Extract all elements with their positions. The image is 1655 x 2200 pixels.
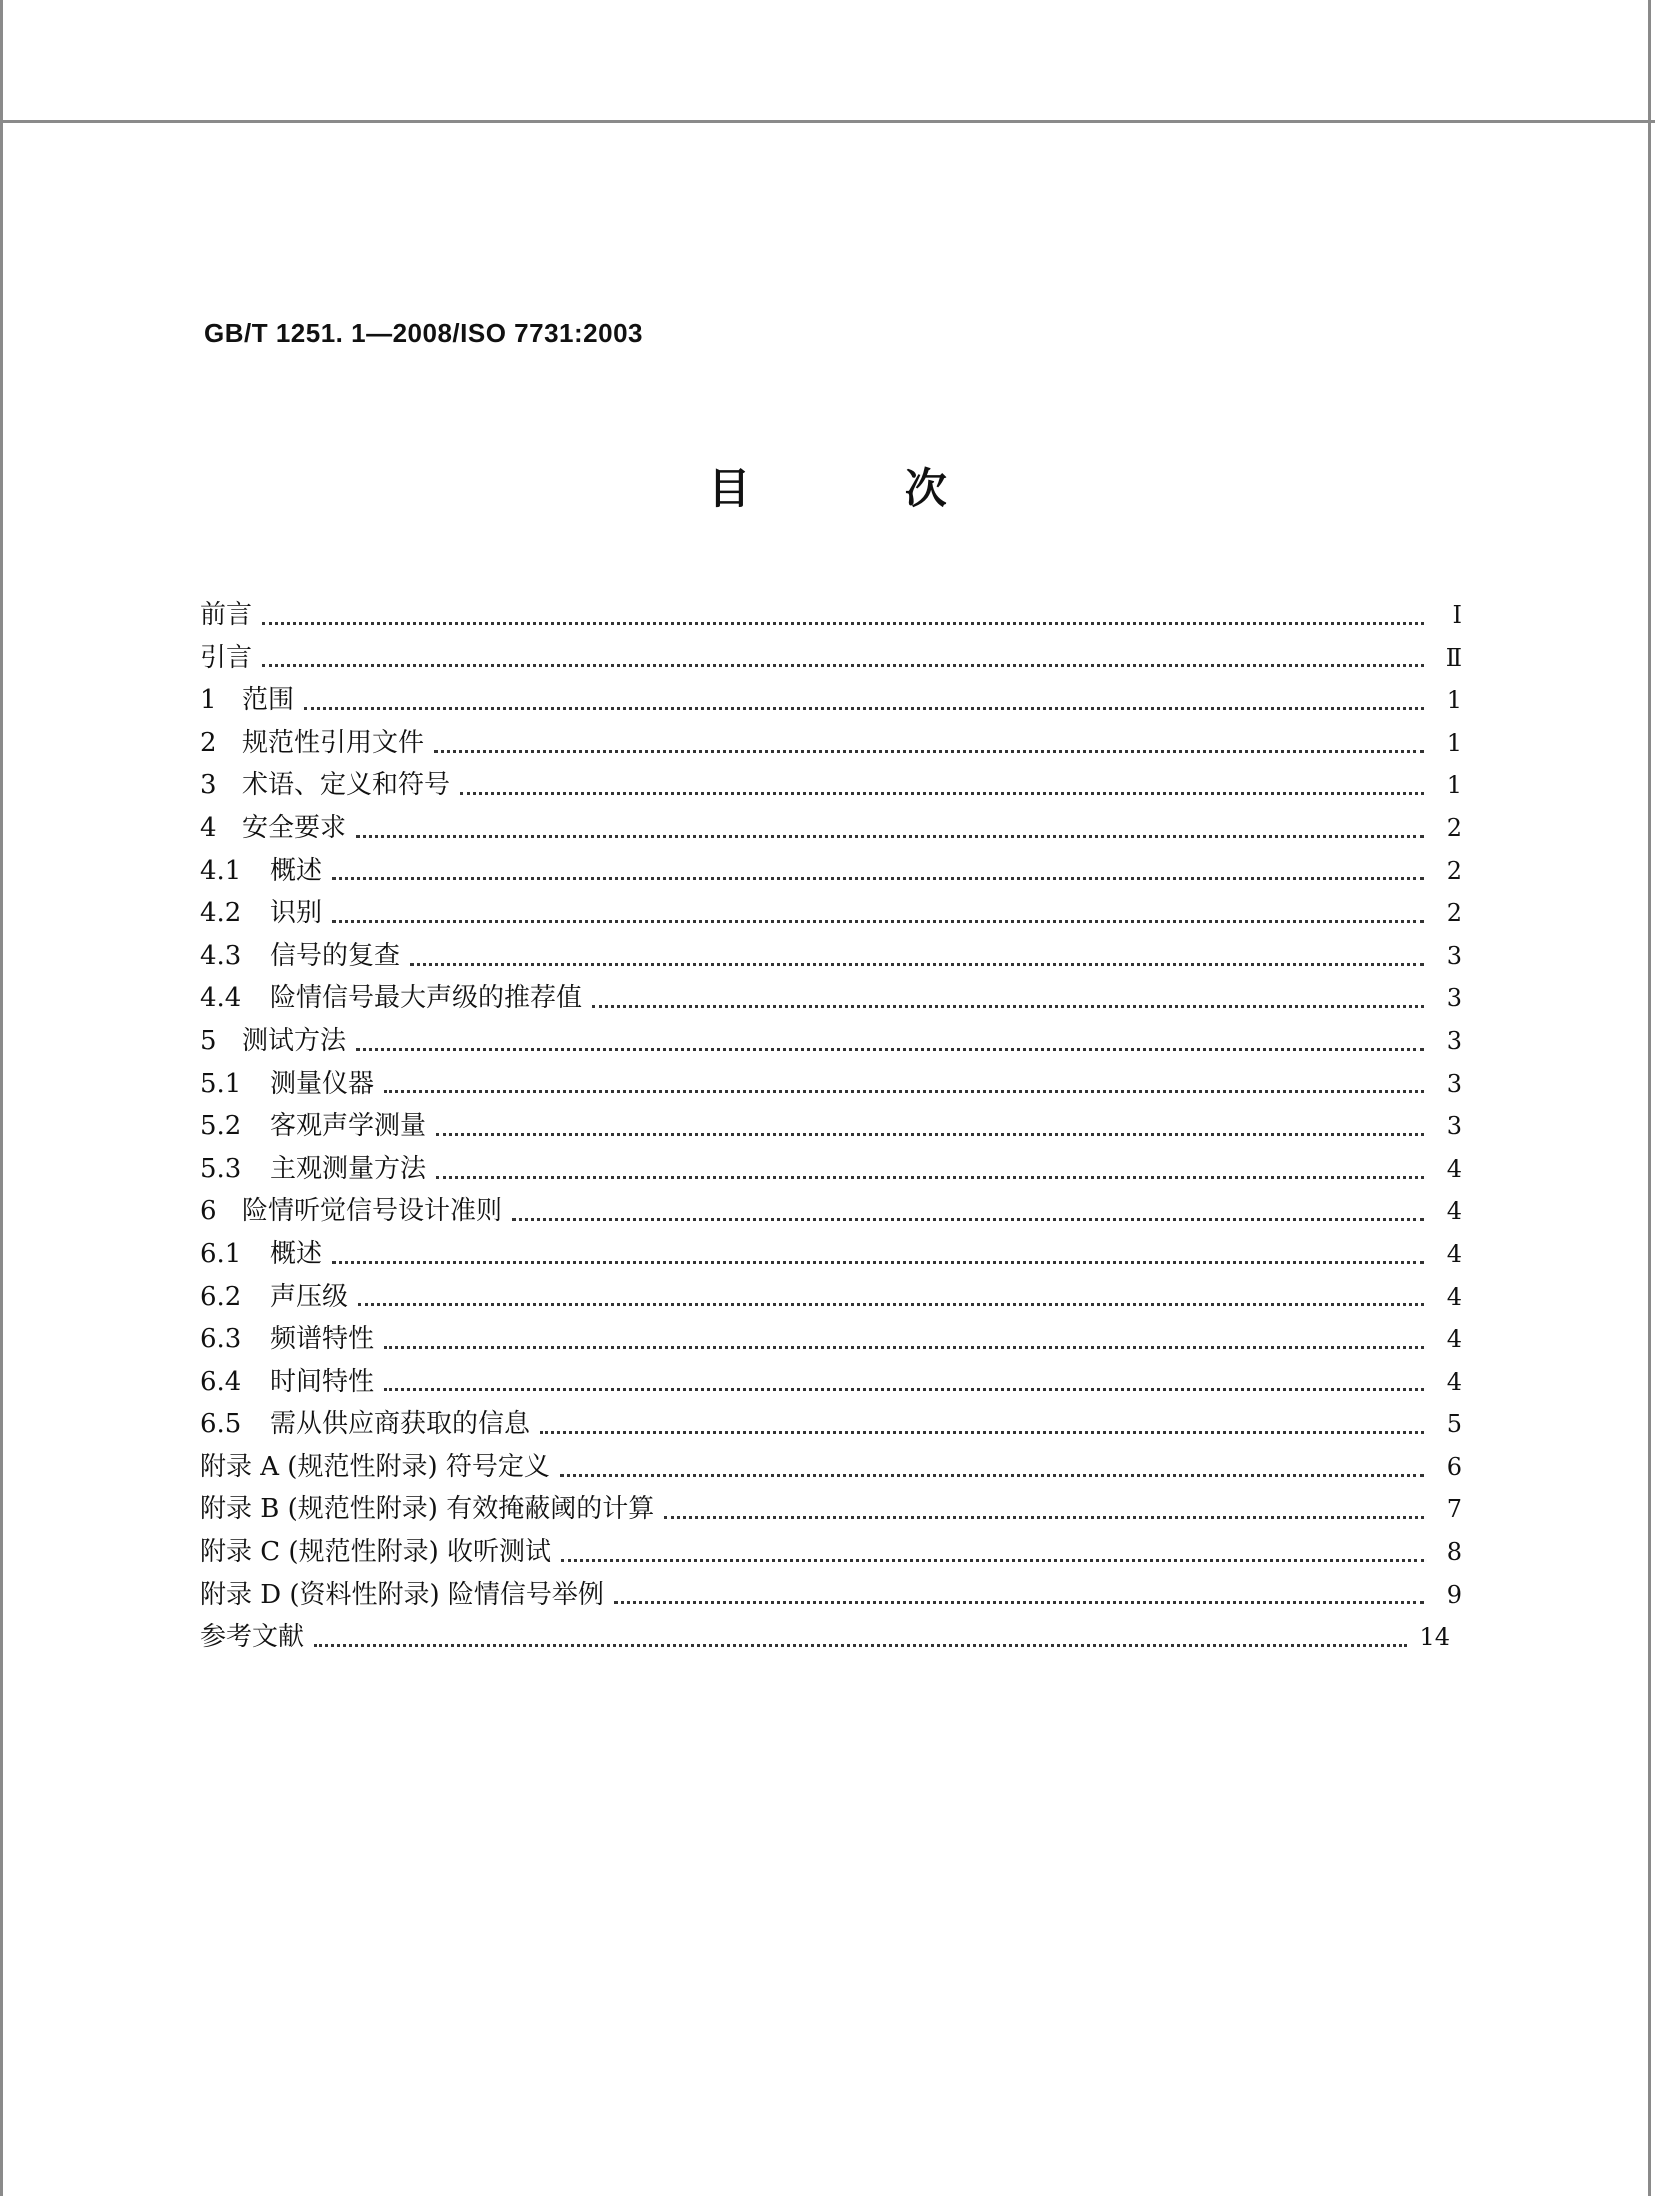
- toc-entry-label: 附录 D (资料性附录) 险情信号举例: [200, 1579, 604, 1610]
- toc-entry-page: 9: [1446, 1580, 1462, 1609]
- dot-leader: [356, 835, 1424, 838]
- toc-entry-page: 3: [1446, 941, 1462, 970]
- toc-entry-6-3[interactable]: [200, 1318, 1462, 1361]
- toc-entry-4-1[interactable]: [200, 850, 1462, 893]
- page-title: 目 次: [708, 464, 1017, 513]
- toc-entry-number: 6.3: [200, 1324, 242, 1355]
- toc-entry-number: 6: [200, 1196, 217, 1227]
- toc-entry-number: 3: [200, 770, 217, 801]
- dot-leader: [384, 1346, 1424, 1349]
- dot-leader: [436, 1176, 1424, 1179]
- toc-entry-4-4[interactable]: [200, 977, 1462, 1020]
- toc-entry-label: 范围: [242, 685, 295, 716]
- dot-leader: [384, 1388, 1424, 1391]
- dot-leader: [560, 1474, 1424, 1477]
- toc-entry-page: Ⅱ: [1445, 643, 1462, 672]
- toc-entry-annex-c[interactable]: [200, 1531, 1462, 1574]
- toc-entry-5-1[interactable]: [200, 1063, 1462, 1106]
- dot-leader: [356, 1048, 1424, 1051]
- dot-leader: [434, 750, 1424, 753]
- toc-entry-page: 4: [1446, 1282, 1462, 1311]
- toc-entry-page: 1: [1446, 686, 1462, 715]
- toc-entry-label: 客观声学测量: [270, 1111, 427, 1142]
- dot-leader: [262, 664, 1424, 667]
- toc-entry-page: Ⅰ: [1452, 601, 1462, 629]
- toc-entry-annex-b[interactable]: [200, 1488, 1462, 1531]
- toc-entry-page: 5: [1446, 1410, 1462, 1439]
- toc-entry-number: 1: [200, 685, 217, 716]
- toc-entry-3[interactable]: [200, 764, 1462, 807]
- toc-entry-label: 安全要求: [242, 812, 347, 843]
- dot-leader: [410, 963, 1424, 966]
- standard-code: GB/T 1251. 1—2008/ISO 7731:2003: [204, 318, 643, 348]
- toc-entry-1[interactable]: [200, 679, 1462, 722]
- dot-leader: [262, 622, 1424, 625]
- dot-leader: [358, 1303, 1424, 1306]
- toc-entry-label: 信号的复查: [270, 940, 401, 971]
- toc-entry-label: 险情信号最大声级的推荐值: [270, 983, 583, 1014]
- toc-entry-page: 2: [1446, 899, 1462, 928]
- dot-leader: [384, 1090, 1424, 1093]
- toc-entry-page: 4: [1446, 1239, 1462, 1268]
- toc-entry-number: 6.2: [200, 1281, 242, 1312]
- toc-entry-label: 概述: [270, 1238, 323, 1269]
- top-divider: [0, 120, 1655, 123]
- toc-entry-label: 引言: [200, 642, 253, 673]
- dot-leader: [332, 877, 1424, 880]
- toc-entry-introduction[interactable]: [200, 637, 1462, 680]
- toc-entry-number: 5.2: [200, 1111, 242, 1142]
- toc-entry-6-2[interactable]: [200, 1276, 1462, 1319]
- toc-entry-label: 测试方法: [242, 1025, 347, 1056]
- toc-entry-number: 2: [200, 727, 217, 758]
- toc-entry-label: 附录 C (规范性附录) 收听测试: [200, 1537, 551, 1568]
- toc-entry-page: 2: [1446, 856, 1462, 885]
- toc-entry-label: 参考文献: [200, 1622, 305, 1653]
- dot-leader: [332, 920, 1424, 923]
- dot-leader: [614, 1601, 1424, 1604]
- toc-entry-page: 4: [1446, 1325, 1462, 1354]
- toc-entry-label: 主观测量方法: [270, 1153, 427, 1184]
- toc-entry-label: 前言: [200, 600, 253, 630]
- toc-entry-page: 3: [1446, 1112, 1462, 1141]
- toc-entry-label: 术语、定义和符号: [242, 770, 451, 801]
- dot-leader: [540, 1431, 1424, 1434]
- toc-entry-5[interactable]: [200, 1020, 1462, 1063]
- toc-entry-4[interactable]: [200, 807, 1462, 850]
- toc-entry-label: 频谱特性: [270, 1324, 375, 1355]
- toc-entry-2[interactable]: [200, 722, 1462, 765]
- toc-entry-5-3[interactable]: [200, 1148, 1462, 1191]
- toc-entry-page: 1: [1446, 728, 1462, 757]
- toc-entry-number: 5.1: [200, 1068, 242, 1099]
- dot-leader: [460, 792, 1424, 795]
- toc-entry-page: 4: [1446, 1367, 1462, 1396]
- toc-entry-4-3[interactable]: [200, 935, 1462, 978]
- toc-entry-6[interactable]: [200, 1190, 1462, 1233]
- toc-entry-annex-d[interactable]: [200, 1574, 1462, 1617]
- toc-entry-label: 概述: [270, 855, 323, 886]
- toc-entry-label: 附录 B (规范性附录) 有效掩蔽阈的计算: [200, 1494, 655, 1525]
- toc-entry-number: 6.5: [200, 1409, 242, 1440]
- table-of-contents: [200, 594, 1462, 1659]
- toc-entry-foreword[interactable]: [200, 594, 1462, 637]
- toc-entry-page: 1: [1446, 771, 1462, 800]
- toc-entry-number: 6.4: [200, 1366, 242, 1397]
- toc-entry-page: 3: [1446, 984, 1462, 1013]
- toc-entry-label: 需从供应商获取的信息: [270, 1409, 531, 1440]
- dot-leader: [332, 1261, 1424, 1264]
- toc-entry-page: 8: [1446, 1538, 1462, 1567]
- toc-entry-6-4[interactable]: [200, 1361, 1462, 1404]
- toc-entry-label: 时间特性: [270, 1366, 375, 1397]
- toc-entry-number: 4: [200, 812, 217, 843]
- toc-entry-label: 险情听觉信号设计准则: [242, 1196, 503, 1227]
- toc-entry-4-2[interactable]: [200, 892, 1462, 935]
- toc-entry-page: 14: [1419, 1623, 1450, 1652]
- toc-entry-number: 5.3: [200, 1153, 242, 1184]
- toc-entry-number: 4.3: [200, 940, 242, 971]
- toc-entry-annex-a[interactable]: [200, 1446, 1462, 1489]
- toc-entry-label: 测量仪器: [270, 1068, 375, 1099]
- dot-leader: [314, 1644, 1407, 1647]
- toc-entry-page: 4: [1446, 1197, 1462, 1226]
- toc-entry-6-1[interactable]: [200, 1233, 1462, 1276]
- toc-entry-number: 6.1: [200, 1238, 242, 1269]
- toc-entry-label: 声压级: [270, 1281, 349, 1312]
- toc-entry-5-2[interactable]: [200, 1105, 1462, 1148]
- toc-entry-page: 2: [1446, 813, 1462, 842]
- toc-entry-page: 6: [1446, 1452, 1462, 1481]
- toc-entry-label: 附录 A (规范性附录) 符号定义: [200, 1451, 550, 1482]
- dot-leader: [592, 1005, 1424, 1008]
- toc-entry-page: 3: [1446, 1069, 1462, 1098]
- toc-entry-bibliography[interactable]: [200, 1616, 1450, 1659]
- dot-leader: [512, 1218, 1424, 1221]
- dot-leader: [436, 1133, 1424, 1136]
- toc-entry-number: 4.1: [200, 855, 242, 886]
- toc-entry-page: 7: [1446, 1495, 1462, 1524]
- dot-leader: [664, 1516, 1424, 1519]
- toc-entry-6-5[interactable]: [200, 1403, 1462, 1446]
- toc-entry-number: 5: [200, 1025, 217, 1056]
- dot-leader: [304, 707, 1424, 710]
- toc-entry-number: 4.4: [200, 983, 242, 1014]
- toc-entry-label: 识别: [270, 898, 323, 929]
- dot-leader: [561, 1559, 1424, 1562]
- toc-entry-number: 4.2: [200, 898, 242, 929]
- toc-entry-label: 规范性引用文件: [242, 727, 425, 758]
- toc-entry-page: 3: [1446, 1026, 1462, 1055]
- toc-entry-page: 4: [1446, 1154, 1462, 1183]
